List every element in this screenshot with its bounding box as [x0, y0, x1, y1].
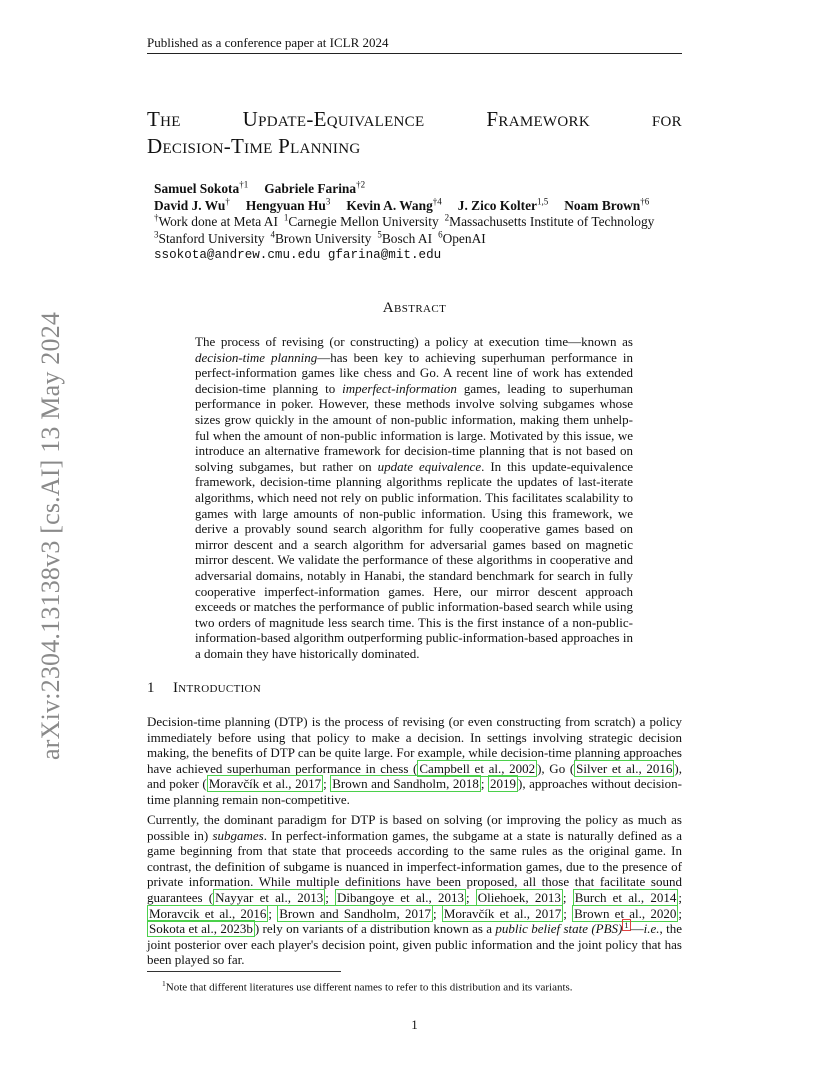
author-name: David J. Wu† [154, 196, 230, 213]
author-row-1 [154, 181, 684, 198]
author-block [154, 181, 684, 264]
text-run: Decision-time planning (DTP) is the process of revising (or even constructing from scratch) a policy immediately before using that policy to make a decision. In settings involving strategic decision making, the benefits of DTP can be quite large. For example, while decision-time planning approaches have achieved superhuman performance in chess ( [147, 714, 682, 776]
affiliation: $^3$Stanford University [154, 229, 265, 246]
intro-paragraph-2 [147, 812, 682, 968]
citation-link[interactable]: Nayyar et al., 2013 [215, 889, 324, 905]
text-run: ; [465, 889, 476, 905]
citation-link[interactable]: Brown and Sandholm, 2017 [279, 905, 431, 921]
text-run: ; [268, 905, 278, 921]
section-number: 1 [147, 680, 155, 696]
author-name: Samuel Sokota$^{\dagger 1}$ [154, 179, 249, 196]
running-header: Published as a conference paper at ICLR 2024 [147, 35, 389, 50]
citation-link[interactable]: Brown and Sandholm, 2018 [332, 776, 479, 792]
section-heading [147, 680, 682, 697]
author-name: Noam Brown$^{\dagger 6}$ [564, 196, 650, 213]
affiliations-row-2 [154, 231, 684, 248]
citation-link[interactable]: Burch et al., 2014 [574, 889, 677, 905]
text-run: Currently, the dominant paradigm for DTP is based on solving (or improving the policy as much as possible in) [147, 812, 682, 843]
text-run: ), and poker ( [147, 760, 682, 792]
title-line-1: The Update-Equivalence Framework for [147, 107, 682, 131]
author-emails: ssokota@andrew.cmu.edu gfarina@mit.edu [154, 248, 442, 262]
author-row-2 [154, 198, 684, 215]
text-run: —has been key to achieving superhuman performance in perfect-information games like chess and Go. A recent line of work has extended decision-time planning to [195, 349, 633, 396]
footnote-text: Note that different literatures use different names to refer to this distribution and its variants. [165, 981, 573, 994]
affiliation: $^6$OpenAI [438, 229, 486, 246]
affiliation: $^5$Bosch AI [377, 229, 433, 246]
abstract-heading: Abstract [382, 300, 447, 316]
footnote-reference[interactable]: 1 [624, 919, 629, 930]
citation-link[interactable]: Brown et al., 2020 [574, 905, 677, 921]
text-run: ; [562, 889, 573, 905]
footnote [162, 977, 682, 995]
citation-link[interactable]: Sokota et al., 2023b [149, 921, 253, 937]
text-run: ; [325, 889, 336, 905]
title-line-2: Decision-Time Planning [147, 134, 361, 158]
text-run: ; [480, 776, 488, 792]
section-title: Introduction [173, 680, 262, 696]
text-run: . In perfect-information games, the subgame at a state is naturally defined as a game beginning from that state that proceeds according to the same rules as the original game. In contrast, the definition of subgame is nuanced in imperfect-information games, due to the presence of private information. While multiple definitions have been proposed, all those that facilitate sound guarantees ( [147, 827, 682, 905]
page-number: 1 [411, 1017, 418, 1032]
emphasis: i.e. [643, 921, 660, 937]
text-run: ; [323, 776, 331, 792]
author-name: Gabriele Farina$^{\dagger 2}$ [264, 179, 366, 196]
author-name: Hengyuan Hu$^3$ [245, 196, 331, 213]
affiliation: †Work done at Meta AI [154, 212, 278, 229]
text-run: — [630, 921, 644, 937]
footnote-divider [147, 971, 341, 972]
affiliation: $^1$Carnegie Mellon University [283, 212, 439, 229]
emphasis: decision-time planning [195, 349, 318, 365]
text-run: ; [563, 905, 573, 921]
paper-title [147, 106, 682, 160]
text-run: ), Go ( [537, 760, 575, 776]
text-run: games, leading to superhuman performance in poker. However, these methods involve solving subgames whose sizes grow quickly in the amount of non-public information, making them unhelpful when the amount of non-public information is large. Motivated by this issue, we introduce an alternative framework for decision-time planning that is not based on solving subgames, but rather on [195, 380, 633, 474]
citation-link[interactable]: 2019 [490, 776, 516, 792]
footnote-mark: 1 [162, 979, 166, 988]
emphasis: imperfect-information [342, 380, 457, 396]
text-run: . In this update-equivalence framework, decision-time planning algorithms replicate the updates of last-iterate algorithms, which need not rely on public information. This facilitates scalability to games with large amounts of non-public information. Using this framework, we derive a provably sound search algorithm for fully cooperative games based on mirror descent and a search algorithm for adversarial games based on magnetic mirror descent. We validate the performance of these algorithms in cooperative and adversarial domains, notably in Hanabi, the standard benchmark for search in fully cooperative imperfect-information games. Here, our mirror descent approach exceeds or matches the performance of public information-based search while using two orders of magnitude less search time. This is the first instance of a non-public-information-based algorithm outperforming public-information-based approaches in a domain they have historically dominated. [195, 458, 633, 661]
author-name: Kevin A. Wang$^{\dagger 4}$ [346, 196, 442, 213]
citation-link[interactable]: Oliehoek, 2013 [477, 889, 561, 905]
text-run: ), approaches without decision-time planning remain non-competitive. [147, 776, 682, 807]
text-run: The process of revising (or constructing) a policy at execution time—known as [195, 334, 633, 349]
arxiv-identifier: arXiv:2304.13138v3 [cs.AI] 13 May 2024 [36, 311, 65, 760]
text-run: ) rely on variants of a distribution known as a [254, 921, 496, 937]
emphasis: update equivalence [377, 458, 482, 474]
affiliation: $^4$Brown University [270, 229, 372, 246]
text-run: ; [678, 889, 682, 905]
citation-link[interactable]: Moravcik et al., 2016 [149, 905, 267, 921]
citation-link[interactable]: Moravčík et al., 2017 [208, 776, 322, 792]
affiliations-row-1 [154, 214, 684, 231]
affiliation: $^2$Massachusetts Institute of Technology [444, 212, 655, 229]
citation-link[interactable]: Moravčík et al., 2017 [443, 905, 562, 921]
text-run: , the joint posterior over each player's decision point, given public information and the joint policy that has been played so far. [147, 921, 682, 968]
emphasis: public belief state (PBS) [495, 921, 623, 937]
citation-link[interactable]: Silver et al., 2016 [576, 760, 673, 776]
citation-link[interactable]: Dibangoye et al., 2013 [337, 889, 464, 905]
author-name: J. Zico Kolter$^{1,5}$ [457, 196, 549, 213]
text-run: ; [433, 905, 442, 921]
intro-paragraph-1 [147, 714, 682, 808]
header-divider [147, 53, 682, 54]
emphasis: subgames [212, 827, 264, 843]
citation-link[interactable]: Campbell et al., 2002 [419, 760, 536, 776]
text-run: ; [678, 905, 682, 921]
abstract-body [195, 334, 633, 661]
